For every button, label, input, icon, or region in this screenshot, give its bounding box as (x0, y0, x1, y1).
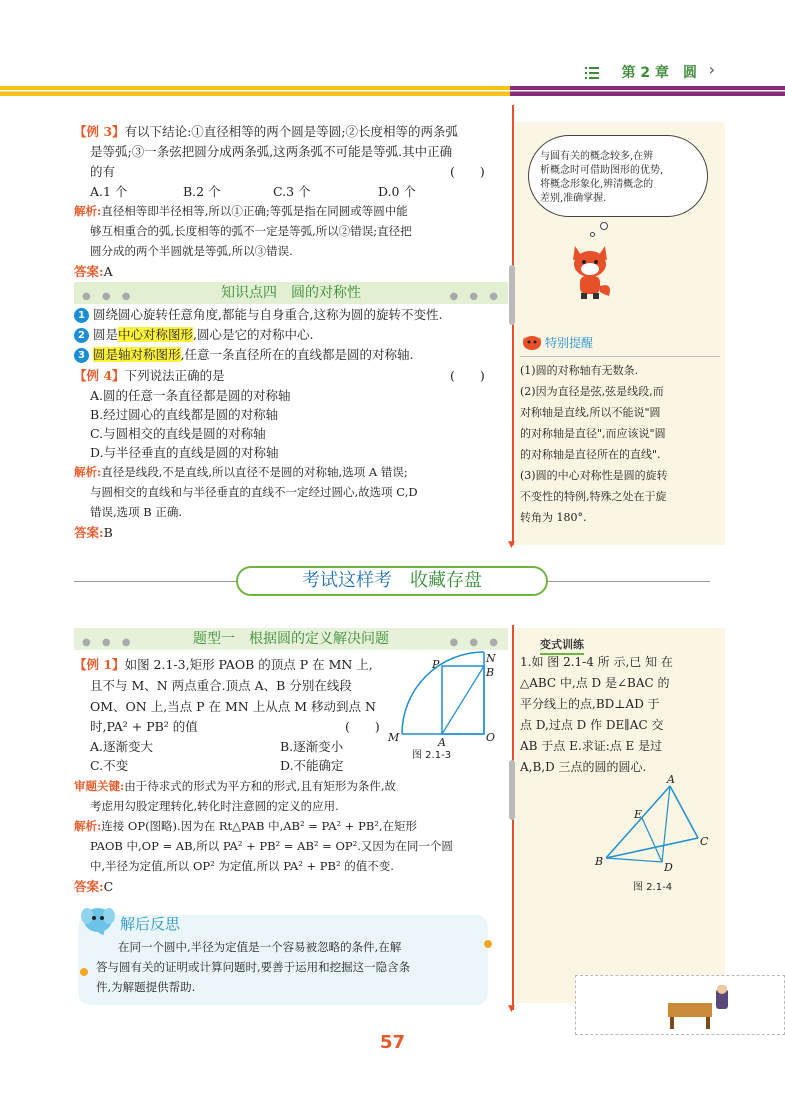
tip-line: 不变性的特例,特殊之处在于旋 (520, 490, 667, 503)
fig-label: P (432, 658, 440, 671)
example-3-line: 是等弧;③一条弦把圆分成两条弧,这两条弧不可能是等弧.其中正确 (90, 144, 453, 159)
option-b: B.逐渐变小 (280, 739, 344, 754)
practice-line: 平分线上的点,BD⊥AD 于 (520, 697, 660, 711)
option-a: A.逐渐变大 (90, 739, 154, 754)
fig-label: A (667, 773, 675, 786)
cloud-text: 差别,准确掌握. (540, 193, 607, 204)
point-2: 2 圆是中心对称图形,圆心是它的对称中心. (74, 325, 313, 345)
example-1-line: 时,PA² + PB² 的值 (90, 719, 198, 734)
practice-line: AB 于点 E.求证:点 E 是过 (520, 739, 663, 753)
analysis-line: PAOB 中,OP = AB,所以 PA² + PB² = AB² = OP².又因为在同一个圆 (90, 839, 453, 853)
reflection-line: 答与圆有关的证明或计算问题时,要善于运用和挖掘这一隐含条 (96, 960, 411, 974)
answer: 答案:A (74, 264, 113, 279)
elephant-mascot-icon (80, 900, 116, 940)
fox-tip-icon (521, 333, 543, 355)
reflection-title: 解后反思 (120, 915, 181, 933)
option-d: D.不能确定 (280, 758, 344, 773)
section-heading: ● ● ● 题型一 根据圆的定义解决问题 ● ● ● (74, 628, 508, 650)
fig-label: B (595, 855, 604, 868)
practice-line: △ABC 中,点 D 是∠BAC 的 (520, 676, 670, 690)
section-heading: ● ● ● 知识点四 圆的对称性 ● ● ● (74, 282, 508, 304)
analysis: 解析:直径是线段,不是直线,所以直径不是圆的对称轴,选项 A 错误; (74, 465, 408, 479)
reflection-line: 在同一个圆中,半径为定值是一个容易被忽略的条件,在解 (118, 940, 402, 954)
key-point-line: 考虑用勾股定理转化,转化时注意圆的定义的应用. (90, 799, 339, 813)
header-bar-yellow (0, 86, 510, 96)
example-1: 【例 1】如图 2.1-3,矩形 PAOB 的顶点 P 在 MN 上, (74, 657, 373, 672)
desk-mascot-icon (660, 985, 740, 1037)
reflection-line: 件,为解题提供帮助. (96, 980, 196, 994)
option-b: B.2 个 (183, 184, 221, 199)
answer: 答案:C (74, 879, 114, 894)
fig-label: N (486, 652, 496, 665)
arrow-down-icon: ▼ (508, 540, 515, 550)
option-a: A.1 个 (90, 184, 128, 199)
figure-caption: 图 2.1-3 (412, 750, 452, 761)
arrow-down-icon: ▼ (508, 1004, 515, 1014)
header-bar-purple (510, 86, 785, 96)
example-3: 【例 3】有以下结论:①直径相等的两个圆是等圆;②长度相等的两条弧 (74, 124, 458, 139)
chapter-title: 第 2 章 圆 (621, 65, 697, 81)
tip-line: 的对称轴是直径所在的直线". (520, 448, 661, 461)
decor-dot (484, 940, 492, 948)
key-point: 审题关键:由于待求式的形式为平方和的形式,且有矩形为条件,故 (74, 779, 397, 793)
option-b: B.经过圆心的直线都是圆的对称轴 (90, 407, 279, 422)
page-number: 57 (379, 1032, 406, 1053)
fig-label: B (486, 666, 495, 679)
tip-line: 的对称轴是直径",而应该说"圆 (520, 427, 666, 440)
divider (74, 581, 236, 582)
practice-tag: 变式训练 (540, 636, 584, 655)
chevron-right-icon[interactable]: › (708, 60, 715, 79)
decor-dot (80, 968, 88, 976)
tip-line: 对称轴是直线,所以不能说"圆 (520, 406, 661, 419)
figure-caption: 图 2.1-4 (633, 882, 673, 893)
tip-title: 特别提醒 (545, 336, 594, 350)
option-c: C.3 个 (273, 184, 311, 199)
option-d: D.与半径垂直的直线是圆的对称轴 (90, 445, 279, 460)
cloud-text: 与圆有关的概念较多,在辨 (540, 151, 654, 162)
option-a: A.圆的任意一条直径都是圆的对称轴 (90, 388, 291, 403)
practice-line: A,B,D 三点的圆的圆心. (520, 760, 647, 774)
divider (520, 356, 720, 357)
option-d: D.0 个 (378, 184, 416, 199)
option-c: C.与圆相交的直线是圆的对称轴 (90, 426, 266, 441)
example-3-line: 的有 (90, 164, 116, 179)
banner-title: 考试这样考 收藏存盘 (236, 566, 548, 596)
tip-line: (1)圆的对称轴有无数条. (520, 364, 639, 377)
cloud-text: 将概念形象化,辨清概念的 (540, 179, 654, 190)
tip-line: (2)因为直径是弦,弦是线段,而 (520, 385, 664, 398)
example-4: 【例 4】下列说法正确的是 (74, 368, 225, 383)
analysis: 解析:连接 OP(图略).因为在 Rt△PAB 中,AB² = PA² + PB²,在矩形 (74, 819, 418, 833)
column-divider-top (512, 105, 514, 545)
tip-line: (3)圆的中心对称性是圆的旋转 (520, 469, 668, 482)
figure-2-1-4 (600, 778, 710, 872)
analysis-line: 与圆相交的直线和与半径垂直的直线不一定经过圆心,故选项 C,D (90, 485, 418, 499)
fig-label: O (486, 731, 496, 744)
fig-label: D (664, 861, 673, 874)
fig-label: A (438, 736, 446, 749)
example-1-line: OM、ON 上,当点 P 在 MN 上从点 M 移动到点 N (90, 699, 376, 714)
analysis-line: 圆分成的两个半圆就是等弧,所以③错误. (90, 244, 293, 258)
analysis-line: 够互相重合的弧,长度相等的弧不一定是等弧,所以②错误;直径把 (90, 224, 412, 238)
example-1-line: 且不与 M、N 两点重合.顶点 A、B 分别在线段 (90, 678, 352, 693)
analysis-line: 错误,选项 B 正确. (90, 505, 183, 519)
tip-line: 转角为 180°. (520, 511, 587, 524)
point-3: 3 圆是轴对称图形,任意一条直径所在的直线都是圆的对称轴. (74, 345, 413, 365)
fig-label: C (700, 835, 709, 848)
fig-label: E (634, 808, 643, 821)
fig-label: M (388, 731, 400, 744)
answer-paren: ( ) (450, 164, 485, 179)
option-c: C.不变 (90, 758, 129, 773)
cloud-text: 析概念时可借助图形的优势, (540, 165, 664, 176)
answer: 答案:B (74, 525, 113, 540)
cloud-bubble (600, 222, 608, 230)
practice-line: 点 D,过点 D 作 DE∥AC 交 (520, 718, 664, 732)
practice-line: 1.如 图 2.1-4 所 示,已 知 在 (520, 655, 673, 669)
point-1: 1 圆绕圆心旋转任意角度,都能与自身重合,这称为圆的旋转不变性. (74, 305, 442, 325)
answer-paren: ( ) (450, 368, 485, 383)
divider (548, 581, 710, 582)
fox-mascot-icon (565, 236, 615, 306)
analysis-line: 中,半径为定值,所以 OP² 为定值,所以 PA² + PB² 的值不变. (90, 859, 394, 873)
answer-paren: ( ) (345, 719, 380, 734)
analysis: 解析:直径相等即半径相等,所以①正确;等弧是指在同圆或等圆中能 (74, 204, 408, 218)
menu-icon (585, 64, 599, 76)
